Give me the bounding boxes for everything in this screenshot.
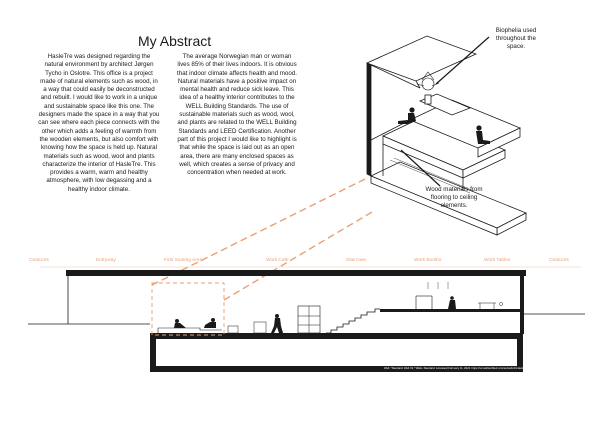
zone-label-work-cafe: Work Cafe: [266, 258, 289, 263]
zone-label-outdoors-right: Outdoors: [549, 258, 569, 263]
citation-text: Well. "Standard: Well V2." WELL Standard. Accessed February 11, 2024. https://v2.wellcertified.com/en/wellv2/materials: [384, 367, 527, 370]
detail-link-dashed-2: [152, 178, 367, 285]
abstract-paragraph-right: The average Norwegian man or woman lives 85% of their lives indoors. It is obvious that indoor climate affects health and mood. Natural materials have a positive impact on mental health and reduce sick leave. This idea of a healthy interior contributes to the WELL Building Standards. The use of sustainable materials such as wood, wool, and plants are related to the WELL Building Standards and LEED Certification. Another part of this project I would like to highlight is that while the space is laid out as an open area, there are many enclosed spaces as well, which creates a sense of privacy and concentration when needed at work.: [177, 53, 297, 177]
abstract-paragraph-left: HasleTre was designed regarding the natural environment by architect Jørgen Tycho in Oslotre. This office is a project made of natural elements such as wood, in a way that could easily be deconstructed and rebuilt. I would like to work in a unique and sustainable space like this one. The designers made the space in a way that you can see where each piece connects with the other which adds a feeling of warmth from the wooden elements, but also comfort with knowing how the space is held up. Natural materials such as wood, wool and plants characterize the interior of HasleTre. This provides a warm, warm and healthy atmosphere, with low degassing and a healthy indoor climate.: [38, 53, 160, 193]
page-title: My Abstract: [138, 33, 212, 49]
building-section: [28, 267, 585, 372]
person-figures-section: [174, 296, 456, 333]
zone-label-work-tables: Work Tables: [484, 258, 511, 263]
detail-link-dashed: [224, 212, 372, 300]
zone-label-first-seating-area: First Seating Area: [164, 258, 203, 263]
zone-label-entryway: Entryway: [96, 258, 116, 263]
zone-label-outdoors-left: Outdoors: [29, 258, 49, 263]
zone-label-staircase: Staircase: [346, 258, 366, 263]
zone-label-work-booths: Work Booths: [414, 258, 442, 263]
callout-wood-materials: Wood materials from flooring to ceiling elements.: [425, 186, 483, 209]
callout-biophelia: Biophelia used throughout the space.: [495, 27, 537, 50]
